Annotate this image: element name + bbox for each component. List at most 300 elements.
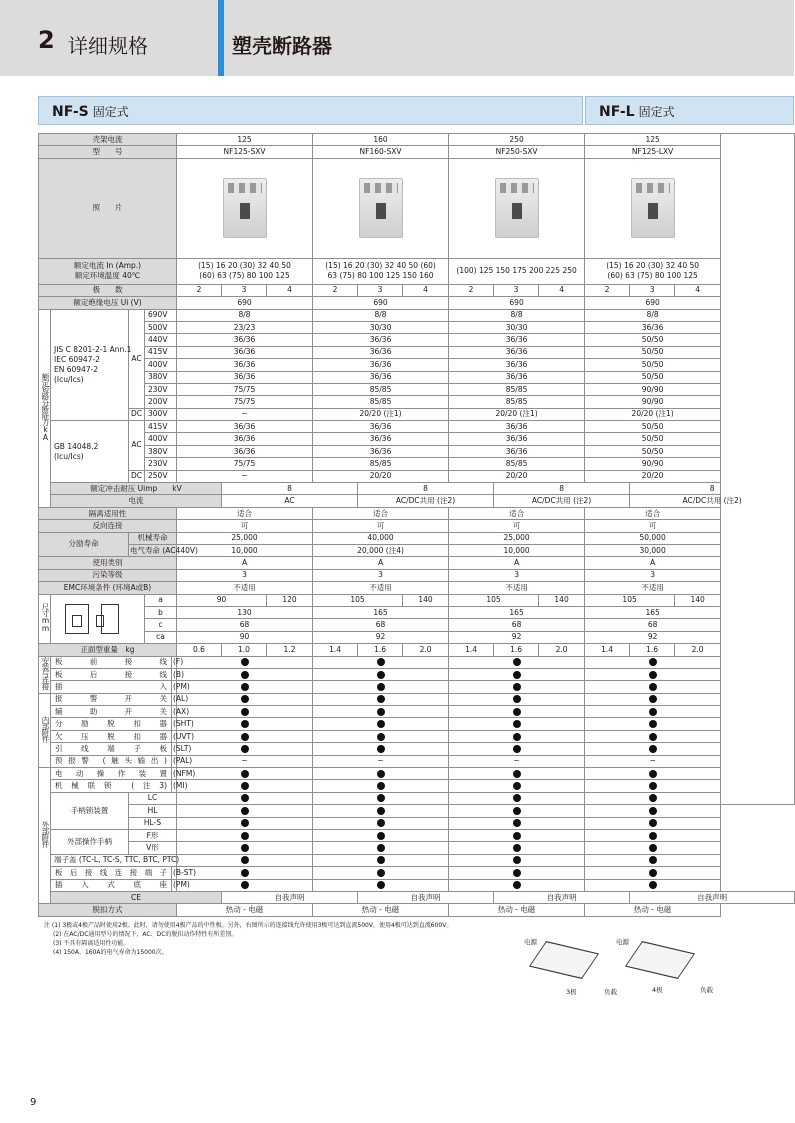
value-cell: 适合 xyxy=(177,507,313,519)
bc-value: 36/36 xyxy=(313,445,449,457)
availability-cell xyxy=(177,681,313,693)
available-dot xyxy=(377,794,385,802)
weight-cell: 1.2 xyxy=(267,644,313,656)
photo-cell xyxy=(585,158,721,258)
available-dot xyxy=(241,695,249,703)
available-dot xyxy=(241,658,249,666)
page-number: 9 xyxy=(30,1097,37,1108)
pole-cell: 3 xyxy=(630,284,675,296)
value-cell: 130 xyxy=(177,606,313,618)
value-cell: AC xyxy=(222,495,358,507)
voltage-cell: 440V xyxy=(145,334,177,346)
bc-value: 20/20 xyxy=(313,470,449,482)
value-cell: 自我声明 xyxy=(494,891,630,903)
available-dot xyxy=(649,733,657,741)
std2-line: GB 14048.2 xyxy=(54,441,99,451)
item-code: (PM) xyxy=(172,681,177,693)
available-dot xyxy=(649,881,657,889)
pole-cell: 3 xyxy=(494,284,539,296)
weight-cell: 1.6 xyxy=(630,644,675,656)
weight-cell: 1.0 xyxy=(222,644,267,656)
availability-cell xyxy=(177,879,313,891)
pole-cell: 4 xyxy=(403,284,449,296)
voltage-cell: 200V xyxy=(145,396,177,408)
bc-value: 20/20 xyxy=(449,470,585,482)
bc-value: 36/36 xyxy=(313,359,449,371)
availability-cell xyxy=(313,681,449,693)
available-dot xyxy=(649,708,657,716)
bc-value: 50/50 xyxy=(585,433,721,445)
bc-value: 8/8 xyxy=(585,309,721,321)
dim-key: a xyxy=(145,594,177,606)
std2-label xyxy=(51,421,129,483)
footnotes xyxy=(44,921,452,957)
voltage-cell: 300V xyxy=(145,408,177,420)
std1-line: (Icu/Ics) xyxy=(54,374,84,384)
value-cell: 适合 xyxy=(585,507,721,519)
availability-cell xyxy=(449,656,585,668)
nfm-row xyxy=(39,768,795,780)
handle-row xyxy=(39,842,795,854)
available-dot xyxy=(241,671,249,679)
handle-lock-label: 手柄锁装置 xyxy=(51,792,129,829)
item-code: (SHT) xyxy=(172,718,177,730)
available-dot xyxy=(377,856,385,864)
availability-cell xyxy=(177,867,313,879)
bc-row xyxy=(39,421,795,433)
pollution-row xyxy=(39,569,795,581)
value-cell: 热动 - 电磁 xyxy=(449,904,585,916)
bc-row xyxy=(39,371,795,383)
dim-a-value: 90 xyxy=(177,594,267,606)
bc-row xyxy=(39,396,795,408)
bc-row xyxy=(39,346,795,358)
lock-row xyxy=(39,805,795,817)
dims-side-text: 尺寸mm xyxy=(41,602,50,632)
tc-row xyxy=(39,854,795,866)
photo-cell xyxy=(313,158,449,258)
availability-cell xyxy=(585,842,721,854)
available-dot xyxy=(241,770,249,778)
dims-sketch xyxy=(51,594,145,644)
available-dot xyxy=(513,794,521,802)
bc-value: 50/50 xyxy=(585,359,721,371)
available-dot xyxy=(513,881,521,889)
rated-current-row xyxy=(39,258,795,284)
item-code: (UVT) xyxy=(172,730,177,742)
bc-dc-row xyxy=(39,408,795,420)
voltage-cell: 415V xyxy=(145,421,177,433)
int-acc-row xyxy=(39,743,795,755)
item-label: 辅 助 开 关 xyxy=(51,706,172,718)
available-dot xyxy=(241,683,249,691)
weight-cell: 1.4 xyxy=(585,644,630,656)
breaker-photo xyxy=(359,178,403,238)
item-label: 插 入 xyxy=(51,681,172,693)
lock-type: HL xyxy=(129,805,177,817)
voltage-cell: 380V xyxy=(145,371,177,383)
available-dot xyxy=(241,819,249,827)
bc-value: 36/36 xyxy=(313,433,449,445)
bc-row xyxy=(39,321,795,333)
available-dot xyxy=(377,832,385,840)
row-label: 使用类别 xyxy=(39,557,177,569)
value-cell: 3 xyxy=(585,569,721,581)
available-dot xyxy=(649,671,657,679)
bc-value: 30/30 xyxy=(449,321,585,333)
value-cell: 690 xyxy=(585,297,721,309)
rated-values xyxy=(177,258,313,284)
available-dot xyxy=(377,683,385,691)
available-dot xyxy=(377,745,385,753)
elec-life-label: 电气寿命 (AC440V) xyxy=(129,544,177,556)
value-cell: 热动 - 电磁 xyxy=(313,904,449,916)
handle-row xyxy=(39,829,795,841)
weight-cell: 1.4 xyxy=(449,644,494,656)
value-cell: 68 xyxy=(313,619,449,631)
nfs-type: 固定式 xyxy=(92,105,129,119)
availability-cell xyxy=(449,805,585,817)
item-label: 报 警 开 关 xyxy=(51,693,172,705)
item-label: 机械联锁 (注3) xyxy=(51,780,172,792)
availability-cell xyxy=(585,656,721,668)
lock-row xyxy=(39,792,795,804)
row-label: 正面型重量 kg xyxy=(39,644,177,656)
value-cell: 不适用 xyxy=(177,582,313,594)
value-cell: 30,000 xyxy=(585,544,721,556)
availability-cell xyxy=(449,879,585,891)
bc-value: 20/20 (注1) xyxy=(585,408,721,420)
available-dot xyxy=(241,782,249,790)
available-dot xyxy=(241,869,249,877)
available-dot xyxy=(241,794,249,802)
availability-cell xyxy=(177,668,313,680)
dimension-sketch xyxy=(53,598,143,640)
pole-cell: 2 xyxy=(177,284,222,296)
note-3: (3) 不具有隔离适用性功能。 xyxy=(53,940,130,947)
model-cell: NF250-SXV xyxy=(449,146,585,158)
bc-value: 8/8 xyxy=(177,309,313,321)
value-cell: 可 xyxy=(449,520,585,532)
rated-line-2: 63 (75) 80 100 125 150 160 xyxy=(327,271,434,281)
voltage-cell: 415V xyxy=(145,346,177,358)
bc-value: 50/50 xyxy=(585,445,721,457)
voltage-cell: 400V xyxy=(145,359,177,371)
value-cell: 可 xyxy=(585,520,721,532)
available-dot xyxy=(513,807,521,815)
value-cell: 250 xyxy=(449,134,585,146)
item-code: (MI) xyxy=(172,780,177,792)
breaker-photo xyxy=(495,178,539,238)
availability-cell xyxy=(313,768,449,780)
bc-value: 36/36 xyxy=(313,371,449,383)
model-cell: NF160-SXV xyxy=(313,146,449,158)
value-cell: 40,000 xyxy=(313,532,449,544)
bc-value: 36/36 xyxy=(177,445,313,457)
bc-dc-row xyxy=(39,470,795,482)
availability-cell xyxy=(585,730,721,742)
available-dot xyxy=(377,658,385,666)
header-accent-bar xyxy=(218,0,224,76)
model-cell: NF125-LXV xyxy=(585,146,721,158)
pole-cell: 4 xyxy=(675,284,721,296)
availability-cell xyxy=(177,743,313,755)
value-cell: 690 xyxy=(313,297,449,309)
value-cell: 68 xyxy=(449,619,585,631)
value-cell: A xyxy=(177,557,313,569)
bc-value: 36/36 xyxy=(177,346,313,358)
model-cell: NF125-SXV xyxy=(177,146,313,158)
item-code: (AX) xyxy=(172,706,177,718)
std1-line: JIS C 8201-2-1 Ann.1 xyxy=(54,344,132,354)
weight-cell: 1.4 xyxy=(313,644,358,656)
availability-cell xyxy=(313,854,449,866)
voltage-cell: 690V xyxy=(145,309,177,321)
bc-value: 36/36 xyxy=(177,421,313,433)
item-code: (B) xyxy=(172,668,177,680)
elec-life-row xyxy=(39,544,795,556)
model-row xyxy=(39,146,795,158)
available-dot xyxy=(649,720,657,728)
value-cell: 3 xyxy=(449,569,585,581)
side-label xyxy=(39,693,51,767)
availability-cell xyxy=(177,730,313,742)
bc-value: 50/50 xyxy=(585,346,721,358)
availability-cell xyxy=(585,681,721,693)
availability-cell xyxy=(585,693,721,705)
bc-value: 36/36 xyxy=(449,359,585,371)
availability-cell xyxy=(585,805,721,817)
value-cell: − xyxy=(313,755,449,767)
availability-cell xyxy=(585,780,721,792)
available-dot xyxy=(649,782,657,790)
bc-value: 20/20 (注1) xyxy=(449,408,585,420)
available-dot xyxy=(377,881,385,889)
available-dot xyxy=(377,770,385,778)
value-cell: 热动 - 电磁 xyxy=(585,904,721,916)
nfl-model: NF-L xyxy=(599,104,635,120)
item-code: (PAL) xyxy=(172,755,177,767)
row-label: 电流 xyxy=(51,495,222,507)
available-dot xyxy=(377,671,385,679)
availability-cell xyxy=(313,743,449,755)
bc-value: 8/8 xyxy=(313,309,449,321)
available-dot xyxy=(649,695,657,703)
frame-row xyxy=(39,134,795,146)
bc-value: 85/85 xyxy=(313,396,449,408)
std2-line: (Icu/Ics) xyxy=(54,451,84,461)
dim-key: ca xyxy=(145,631,177,643)
dim-a-value: 140 xyxy=(403,594,449,606)
value-cell: 20,000 (注4) xyxy=(313,544,449,556)
availability-cell xyxy=(449,780,585,792)
value-cell: 适合 xyxy=(313,507,449,519)
value-cell: 不适用 xyxy=(585,582,721,594)
available-dot xyxy=(649,794,657,802)
dim-a-value: 105 xyxy=(449,594,539,606)
side-text: 外部附件 xyxy=(41,821,50,848)
mi-row xyxy=(39,780,795,792)
voltage-cell: 250V xyxy=(145,470,177,482)
available-dot xyxy=(513,658,521,666)
ambient-temp-label: 额定环境温度 40℃ xyxy=(74,271,141,281)
value-cell: 90 xyxy=(177,631,313,643)
uimp-row xyxy=(39,483,795,495)
availability-cell xyxy=(313,829,449,841)
dim-a-value: 120 xyxy=(267,594,313,606)
value-cell: 8 xyxy=(222,483,358,495)
availability-cell xyxy=(449,730,585,742)
bc-value: 90/90 xyxy=(585,458,721,470)
spec-table xyxy=(38,133,795,917)
availability-cell xyxy=(177,805,313,817)
dim-a-value: 140 xyxy=(539,594,585,606)
ext-handle-label: 外部操作手柄 xyxy=(51,829,129,854)
item-code: (SLT) xyxy=(172,743,177,755)
emc-row xyxy=(39,582,795,594)
bc-value: 23/23 xyxy=(177,321,313,333)
nfl-band xyxy=(585,96,794,125)
value-cell: 165 xyxy=(585,606,721,618)
rated-current-label: 额定电流 In (Amp.) xyxy=(73,261,142,271)
value-cell: 热动 - 电磁 xyxy=(177,904,313,916)
lock-row xyxy=(39,817,795,829)
side-label xyxy=(39,656,51,693)
row-label: 额定绝缘电压 Ui (V) xyxy=(39,297,177,309)
poles-row xyxy=(39,284,795,296)
available-dot xyxy=(241,856,249,864)
weight-row xyxy=(39,644,795,656)
item-label: 预报警 (触头输出) xyxy=(51,755,172,767)
nfl-type: 固定式 xyxy=(638,105,675,119)
row-label: CE xyxy=(51,891,222,903)
voltage-cell: 230V xyxy=(145,458,177,470)
nfs-band xyxy=(38,96,583,125)
dim-ca-row xyxy=(39,631,795,643)
value-cell: AC/DC共用 (注2) xyxy=(494,495,630,507)
side-text: 安装与连接 xyxy=(41,656,50,690)
available-dot xyxy=(513,832,521,840)
availability-cell xyxy=(177,706,313,718)
available-dot xyxy=(513,844,521,852)
availability-cell xyxy=(585,743,721,755)
item-label: 电 动 操 作 装 置 xyxy=(51,768,172,780)
value-cell: 690 xyxy=(177,297,313,309)
available-dot xyxy=(649,819,657,827)
value-cell: 25,000 xyxy=(449,532,585,544)
availability-cell xyxy=(449,842,585,854)
bc-value: 30/30 xyxy=(313,321,449,333)
bc-value: 36/36 xyxy=(177,433,313,445)
photo-cell xyxy=(449,158,585,258)
available-dot xyxy=(649,745,657,753)
rated-line-1: (15) 16 20 (30) 32 40 50 (60) xyxy=(325,261,436,271)
availability-cell xyxy=(449,706,585,718)
availability-cell xyxy=(585,768,721,780)
available-dot xyxy=(241,733,249,741)
availability-cell xyxy=(449,768,585,780)
availability-cell xyxy=(313,730,449,742)
item-label: 板后接线连接端子 xyxy=(51,867,172,879)
rated-line-2: (60) 63 (75) 80 100 125 xyxy=(199,271,290,281)
value-cell: 不适用 xyxy=(449,582,585,594)
bc-value: 36/36 xyxy=(177,371,313,383)
dc-label: DC xyxy=(129,408,145,420)
availability-cell xyxy=(585,718,721,730)
availability-cell xyxy=(585,668,721,680)
available-dot xyxy=(513,720,521,728)
value-cell: − xyxy=(449,755,585,767)
available-dot xyxy=(513,819,521,827)
available-dot xyxy=(241,844,249,852)
bc-value: 36/36 xyxy=(449,346,585,358)
bc-value: 36/36 xyxy=(449,371,585,383)
available-dot xyxy=(377,807,385,815)
bc-value: 75/75 xyxy=(177,458,313,470)
available-dot xyxy=(513,733,521,741)
available-dot xyxy=(241,708,249,716)
item-label: 板 前 接 线 xyxy=(51,656,172,668)
availability-cell xyxy=(585,792,721,804)
current-row xyxy=(39,495,795,507)
bc-value: 20/20 xyxy=(585,470,721,482)
available-dot xyxy=(241,807,249,815)
row-label: 反向连接 xyxy=(39,520,177,532)
voltage-cell: 380V xyxy=(145,445,177,457)
value-cell: 3 xyxy=(313,569,449,581)
bst-row xyxy=(39,867,795,879)
ac-label: AC xyxy=(129,421,145,471)
bc-value: 36/36 xyxy=(313,421,449,433)
install-row xyxy=(39,668,795,680)
available-dot xyxy=(241,720,249,728)
voltage-cell: 230V xyxy=(145,383,177,395)
value-cell: AC/DC共用 (注2) xyxy=(358,495,494,507)
availability-cell xyxy=(313,879,449,891)
note-4: (4) 150A、160A的电气寿命为15000次。 xyxy=(53,949,168,956)
value-cell: 165 xyxy=(449,606,585,618)
category-row xyxy=(39,557,795,569)
value-cell: AC/DC共用 (注2) xyxy=(630,495,795,507)
availability-cell xyxy=(313,867,449,879)
dim-c-row xyxy=(39,619,795,631)
availability-cell xyxy=(177,792,313,804)
item-label: 板 后 接 线 xyxy=(51,668,172,680)
ui-row xyxy=(39,297,795,309)
item-code: (NFM) xyxy=(172,768,177,780)
pole-cell: 4 xyxy=(539,284,585,296)
item-code: (B-ST) xyxy=(172,867,177,879)
available-dot xyxy=(377,869,385,877)
availability-cell xyxy=(449,854,585,866)
value-cell: 自我声明 xyxy=(222,891,358,903)
row-label: 照 片 xyxy=(39,158,177,258)
mech-life-row xyxy=(39,532,795,544)
wiring-diagram xyxy=(520,935,750,995)
row-label: 额定冲击耐压 Uimp kV xyxy=(51,483,222,495)
weight-cell: 2.0 xyxy=(403,644,449,656)
photo-row xyxy=(39,158,795,258)
install-row xyxy=(39,656,795,668)
section-title: 塑壳断路器 xyxy=(232,34,332,58)
row-label: 型 号 xyxy=(39,146,177,158)
bc-row xyxy=(39,334,795,346)
item-label: 插 入 式 底 座 xyxy=(51,879,172,891)
dims-side-label xyxy=(39,594,51,644)
value-cell: 92 xyxy=(449,631,585,643)
pole-cell: 2 xyxy=(449,284,494,296)
item-code: (AL) xyxy=(172,693,177,705)
